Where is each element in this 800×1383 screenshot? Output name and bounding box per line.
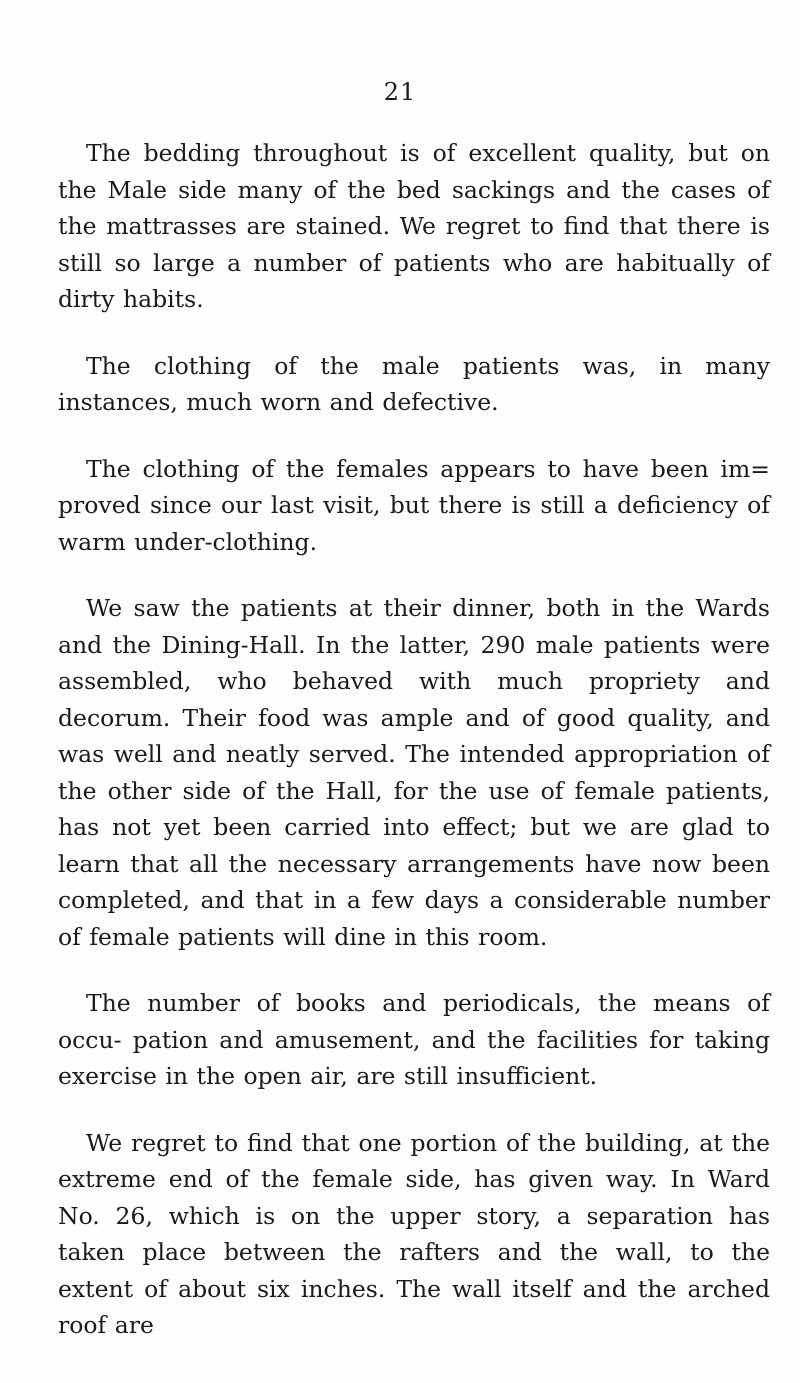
paragraph-female-clothing: The clothing of the females appears to have been im= proved since our last visit, but there is still a deficiency of warm under-clothing. bbox=[58, 454, 770, 556]
paragraph-building: We regret to find that one portion of the building, at the extreme end of the female side, has given way. In Ward No. 26, which is on the upper story, a separation has taken place between the rafters and the wall, to the extent of about six inches. The wall itself and the arched roof are bbox=[58, 1128, 770, 1339]
body-text bbox=[58, 135, 770, 1374]
page-number: 21 bbox=[383, 78, 417, 106]
paragraph-books: The number of books and periodicals, the means of occu- pation and amusement, and the facilities for taking exercise in the open air, are still insufficient. bbox=[58, 989, 770, 1090]
paragraph-dinner: We saw the patients at their dinner, both in the Wards and the Dining-Hall. In the latter, 290 male patients were assembled, who behaved with much propriety and decorum. Their food was ample and of good quality, and was well and neatly served. The intended appropriation of the other side of the Hall, for the use of female patients, has not yet been carried into effect; but we are glad to learn that all the necessary arrangements have now been completed, and that in a few days a considerable number of female patients will dine in this room. bbox=[58, 594, 770, 951]
paragraph-bedding: The bedding throughout is of excellent quality, but on the Male side many of the bed sackings and the cases of the mattrasses are stained. We regret to find that there is still so large a number of patients who are habitually of dirty habits. bbox=[58, 139, 770, 313]
paragraph-male-clothing: The clothing of the male patients was, in many instances, much worn and defective. bbox=[58, 351, 770, 416]
